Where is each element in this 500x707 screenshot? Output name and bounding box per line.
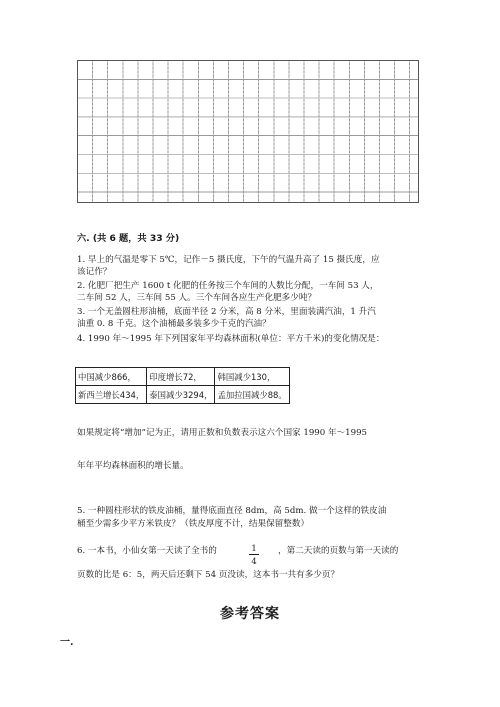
q1-line1: 1. 早上的气温是零下 5℃，记作－5 摄氏度，下午的气温升高了 15 摄氏度，应 bbox=[77, 255, 380, 265]
q6-line1-end: ，第二天读的页数与第一天读的 bbox=[278, 546, 399, 556]
table-row bbox=[76, 386, 290, 404]
answer-title: 参考答案 bbox=[220, 606, 280, 622]
q5-line2: 桶至少需多少平方米铁皮？（铁皮厚度不计，结果保留整数） bbox=[77, 519, 310, 529]
forest-change-table bbox=[75, 367, 290, 404]
fraction-bar bbox=[249, 554, 259, 555]
fraction-denominator: 4 bbox=[251, 556, 257, 566]
table-row bbox=[76, 368, 290, 386]
q2-line1: 2. 化肥厂把生产 1600 t 化肥的任务按三个车间的人数比分配，一车间 53 人， bbox=[77, 281, 379, 291]
q3-line2: 油重 0. 8 千克。这个油桶最多装多少千克的汽油？ bbox=[77, 319, 271, 329]
q4-line1: 4. 1990 年～1995 年下列国家年平均森林面积(单位：平方千米)的变化情况是： bbox=[77, 334, 385, 344]
q5-line1: 5. 一种圆柱形状的铁皮油桶，量得底面直径 8dm，高 5dm. 做一个这样的铁皮油 bbox=[77, 506, 387, 516]
table-cell: 泰国减少3294， bbox=[147, 386, 215, 404]
table-cell: 孟加拉国减少88。 bbox=[215, 386, 289, 404]
q4-instruction-line1: 如果规定将“增加”记为正，请用正数和负数表示这六个国家 1990 年～1995 bbox=[77, 428, 368, 438]
writing-grid bbox=[77, 60, 419, 203]
section-heading: 六. (共 6 题，共 33 分) bbox=[77, 233, 180, 244]
answer-section-one: 一. bbox=[60, 637, 74, 648]
grid-dash-overlay bbox=[78, 61, 418, 202]
table-cell: 韩国减少130， bbox=[215, 368, 289, 386]
fraction-one-quarter bbox=[249, 543, 259, 566]
q4-instruction-line2: 年年平均森林面积的增长量。 bbox=[77, 461, 189, 471]
fraction-numerator: 1 bbox=[251, 543, 257, 553]
q6-line2: 页数的比是 6：5，两天后还剩下 54 页没读，这本书一共有多少页？ bbox=[77, 570, 340, 580]
table-cell: 中国减少866， bbox=[76, 368, 147, 386]
table-cell: 印度增长72， bbox=[147, 368, 215, 386]
q3-line1: 3. 一个无盖圆柱形油桶，底面半径 2 分米，高 8 分米，里面装满汽油，1 升汽 bbox=[77, 307, 376, 317]
q1-line2: 该记作？ bbox=[77, 267, 112, 277]
q6-line1-start: 6. 一本书，小仙女第一天读了全书的 bbox=[77, 546, 217, 556]
table-cell: 新西兰增长434， bbox=[76, 386, 147, 404]
q2-line2: 二车间 52 人，三车间 55 人。三个车间各应生产化肥多少吨？ bbox=[77, 293, 317, 303]
